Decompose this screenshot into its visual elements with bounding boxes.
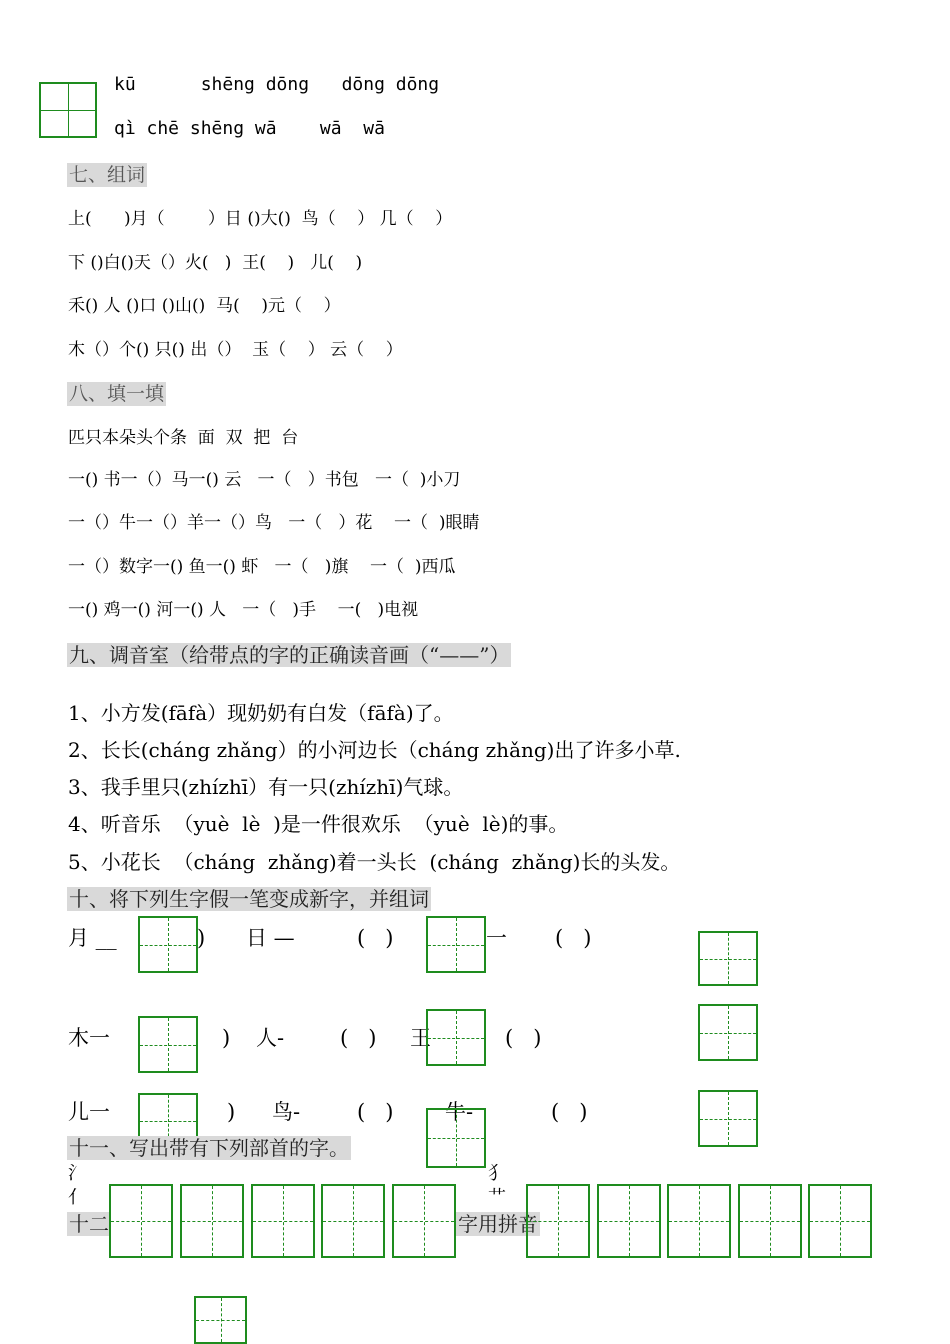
s10-r3-paren: ) — [227, 1100, 236, 1124]
writing-grid-box[interactable] — [597, 1184, 661, 1258]
section-12-title-tail: 字用拼音 — [458, 1212, 538, 1236]
pinyin-row-1: kū shēng dōng dōng dōng — [114, 74, 440, 95]
writing-grid-box[interactable] — [251, 1184, 315, 1258]
s10-r1-paren: ) — [197, 926, 206, 950]
s10-r1-char3: 一 — [486, 926, 507, 950]
writing-grid-box[interactable] — [109, 1184, 173, 1258]
writing-grid-box[interactable] — [738, 1184, 802, 1258]
section-8-line-2: 一（）牛一（）羊一（）鸟 一（ ）花 一（ )眼睛 — [68, 513, 480, 533]
s10-r2-char3: 王 — [410, 1026, 431, 1050]
writing-grid-box[interactable] — [698, 931, 758, 986]
writing-grid-box[interactable] — [392, 1184, 456, 1258]
s10-r2-char2: 人- — [256, 1026, 285, 1050]
s10-r3-char3: 牛- — [445, 1100, 474, 1124]
s10-r1-char: 月 __ — [68, 926, 117, 950]
section-9-line-2: 2、长长(cháng zhǎng）的小河边长（cháng zhǎng)出了许多小草. — [68, 738, 681, 762]
writing-grid-box[interactable] — [526, 1184, 590, 1258]
section-10-title: 十、将下列生字假一笔变成新字，并组词 — [69, 887, 429, 911]
section-7-line-2: 下 ()白()天（）火( ) 王( ) 儿( ) — [68, 253, 363, 273]
section-7-title: 七、组词 — [69, 164, 146, 186]
writing-grid-box[interactable] — [138, 916, 198, 973]
section-7-line-3: 禾() 人 ()口 ()山() 马( )元（ ） — [68, 296, 341, 316]
word-bank: 匹只本朵头个条 面 双 把 台 — [68, 428, 299, 448]
writing-grid-box[interactable] — [194, 1296, 247, 1344]
s10-r2-paren: ) — [222, 1026, 231, 1050]
writing-grid-box[interactable] — [426, 916, 486, 973]
section-8-line-3: 一（）数字一() 鱼一() 虾 一（ )旗 一（ )西瓜 — [68, 557, 456, 577]
section-9-title: 九、调音室（给带点的字的正确读音画（“——”） — [69, 643, 510, 667]
s10-r1-paren2: ( ) — [357, 926, 394, 950]
writing-grid-box[interactable] — [667, 1184, 731, 1258]
s10-r2-char: 木一 — [68, 1026, 110, 1050]
s10-r1-char2: 日 — — [246, 926, 295, 950]
section-9-line-4: 4、听音乐 （yuè lè )是一件很欢乐 （yuè lè)的事。 — [68, 812, 569, 836]
writing-grid-box[interactable] — [698, 1004, 758, 1061]
writing-grid-box[interactable] — [698, 1090, 758, 1147]
s10-r3-paren3: ( ) — [551, 1100, 588, 1124]
section-7-line-4: 木（）个() 只() 出（） 玉（ ） 云（ ） — [68, 340, 403, 360]
section-11-title: 十一、写出带有下列部首的字。 — [69, 1136, 349, 1160]
radical-left-2: 亻 — [68, 1187, 86, 1208]
s10-r2-paren3: ( ) — [505, 1026, 542, 1050]
section-9-line-5: 5、小花长 （cháng zhǎng)着一头长 (cháng zhǎng)长的头发。 — [68, 850, 681, 874]
section-8-line-1: 一() 书一（）马一() 云 一（ ）书包 一（ )小刀 — [68, 470, 461, 490]
writing-grid-box[interactable] — [138, 1016, 198, 1073]
pinyin-row-2: qì chē shēng wā wā wā — [114, 118, 385, 139]
radical-right-2: 艹 — [488, 1187, 506, 1208]
writing-grid-box[interactable] — [426, 1108, 486, 1168]
s10-r3-char: 儿一 — [68, 1100, 110, 1124]
writing-grid-box[interactable] — [426, 1009, 486, 1066]
section-8-line-4: 一() 鸡一() 河一() 人 一（ )手 一( )电视 — [68, 600, 419, 620]
section-9-line-3: 3、我手里只(zhízhī）有一只(zhízhī)气球。 — [68, 775, 464, 799]
section-8-title: 八、填一填 — [69, 383, 165, 405]
s10-r2-paren2: ( ) — [340, 1026, 377, 1050]
writing-grid-box — [39, 82, 97, 138]
s10-r1-paren3: ( ) — [555, 926, 592, 950]
writing-grid-box[interactable] — [808, 1184, 872, 1258]
radical-left-1: 氵 — [68, 1163, 86, 1184]
radical-right-1: 犭 — [488, 1163, 506, 1184]
section-12-title: 十二 — [69, 1212, 109, 1236]
s10-r3-char2: 鸟- — [272, 1100, 301, 1124]
s10-r3-paren2: ( ) — [357, 1100, 394, 1124]
section-7-line-1: 上( )月（ ）日 ()大() 鸟（ ） 几（ ） — [68, 209, 453, 229]
section-9-line-1: 1、小方发(fāfà）现奶奶有白发（fāfà)了。 — [68, 701, 454, 725]
writing-grid-box[interactable] — [180, 1184, 244, 1258]
writing-grid-box[interactable] — [321, 1184, 385, 1258]
